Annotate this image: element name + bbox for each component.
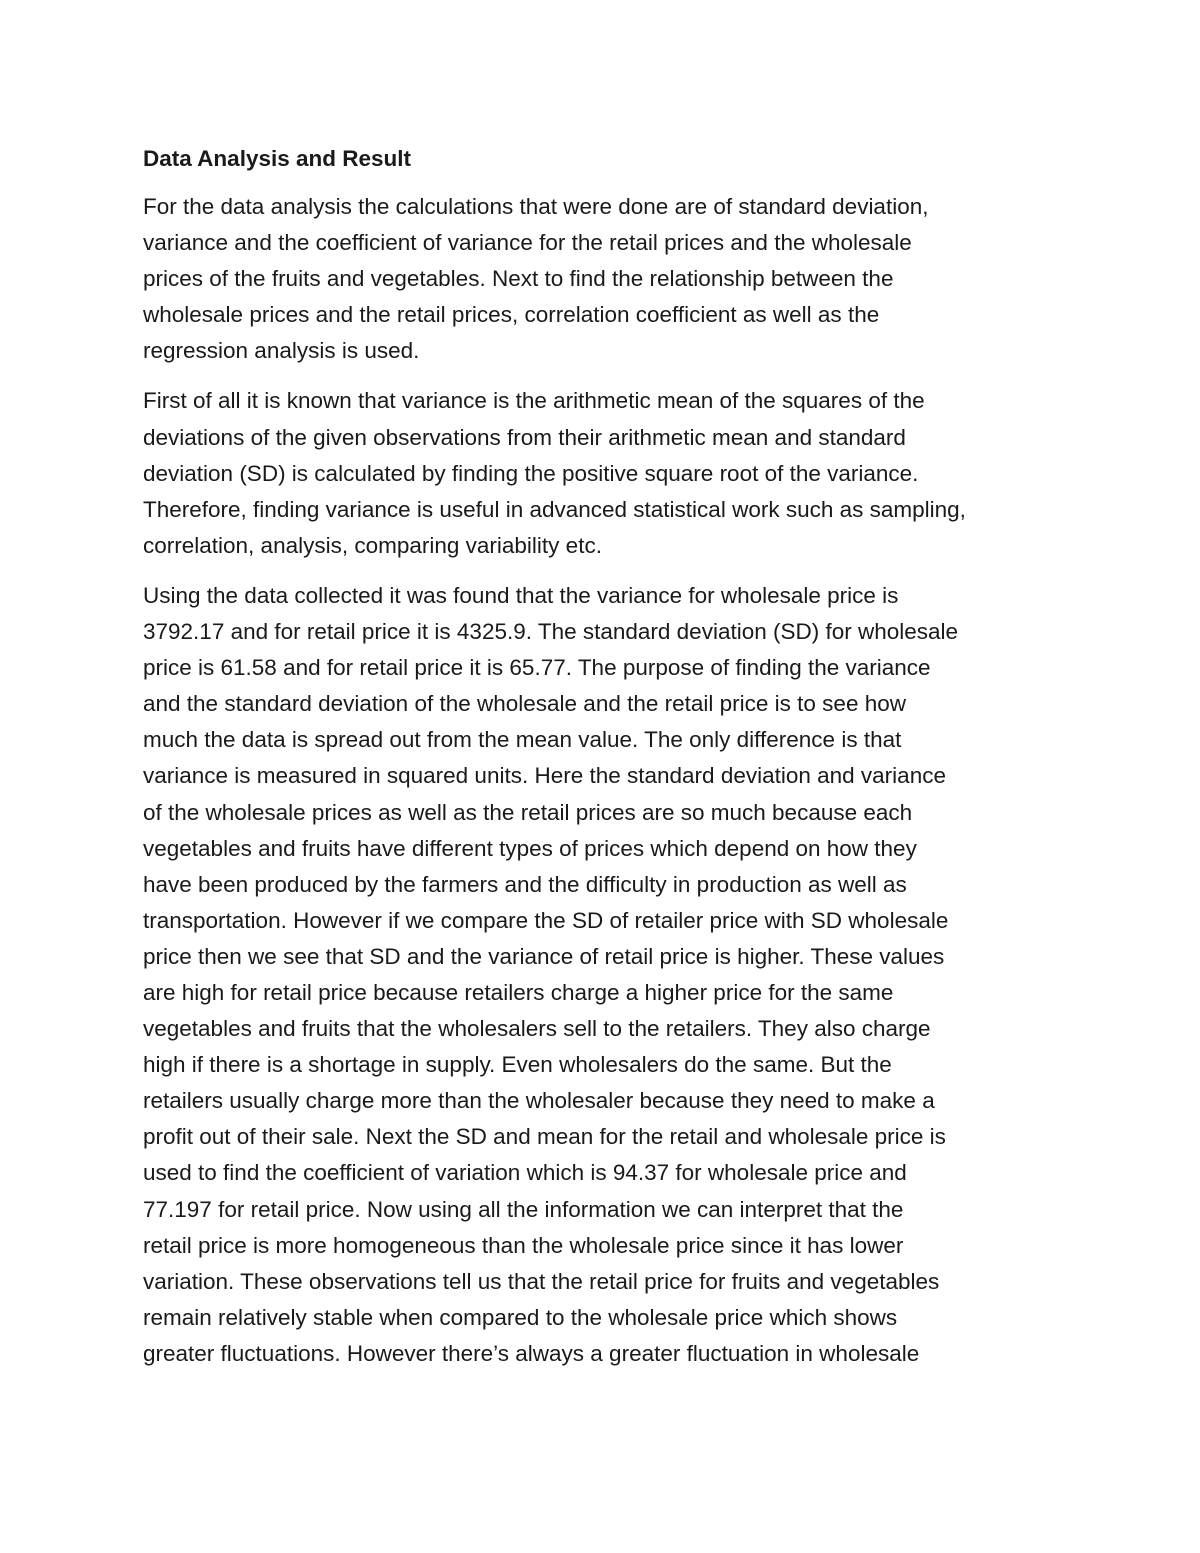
text-line: of the wholesale prices as well as the retail prices are so much because each	[143, 799, 913, 825]
text-line: have been produced by the farmers and the difficulty in production as well as	[143, 871, 907, 897]
paragraph	[143, 578, 1058, 1372]
text-line: 77.197 for retail price. Now using all the information we can interpret that the	[143, 1196, 904, 1222]
text-line: Using the data collected it was found that the variance for wholesale price is	[143, 582, 899, 608]
text-line: transportation. However if we compare the SD of retailer price with SD wholesale	[143, 907, 949, 933]
paragraph-container	[143, 189, 1058, 1372]
text-line: variance and the coefficient of variance for the retail prices and the wholesale	[143, 230, 912, 256]
text-line: deviations of the given observations from their arithmetic mean and standard	[143, 424, 906, 450]
text-line: deviation (SD) is calculated by finding the positive square root of the variance.	[143, 460, 919, 486]
text-line: vegetables and fruits have different types of prices which depend on how they	[143, 835, 917, 861]
text-line: For the data analysis the calculations that were done are of standard deviation,	[143, 194, 929, 219]
text-line: much the data is spread out from the mean value. The only difference is that	[143, 727, 902, 753]
text-line: retailers usually charge more than the wholesaler because they need to make a	[143, 1088, 935, 1114]
text-line: and the standard deviation of the wholesale and the retail price is to see how	[143, 691, 906, 717]
text-line: are high for retail price because retailers charge a higher price for the same	[143, 979, 894, 1005]
text-line: greater fluctuations. However there’s always a greater fluctuation in wholesale	[143, 1340, 920, 1366]
text-line: used to find the coefficient of variation which is 94.37 for wholesale price and	[143, 1160, 907, 1186]
text-line: remain relatively stable when compared to the wholesale price which shows	[143, 1304, 898, 1330]
text-line: price then we see that SD and the variance of retail price is higher. These values	[143, 943, 945, 969]
section-heading: Data Analysis and Result	[143, 146, 412, 171]
document-body	[143, 141, 1058, 1386]
text-line: First of all it is known that variance is the arithmetic mean of the squares of the	[143, 388, 925, 414]
text-line: 3792.17 and for retail price it is 4325.9. The standard deviation (SD) for wholesale	[143, 619, 959, 645]
text-line: variation. These observations tell us that the retail price for fruits and vegetables	[143, 1268, 940, 1294]
text-line: vegetables and fruits that the wholesalers sell to the retailers. They also charge	[143, 1016, 931, 1042]
text-line: wholesale prices and the retail prices, correlation coefficient as well as the	[143, 302, 880, 328]
text-line: regression analysis is used.	[143, 338, 420, 364]
paragraph	[143, 189, 1058, 369]
text-line: price is 61.58 and for retail price it is 65.77. The purpose of finding the variance	[143, 655, 931, 681]
text-line: high if there is a shortage in supply. Even wholesalers do the same. But the	[143, 1052, 892, 1078]
text-line: Therefore, finding variance is useful in advanced statistical work such as sampling,	[143, 496, 966, 522]
text-line: correlation, analysis, comparing variability etc.	[143, 532, 602, 558]
text-line: prices of the fruits and vegetables. Next to find the relationship between the	[143, 266, 894, 292]
paragraph	[143, 383, 1058, 563]
text-line: retail price is more homogeneous than the wholesale price since it has lower	[143, 1232, 904, 1258]
text-line: profit out of their sale. Next the SD and mean for the retail and wholesale price is	[143, 1124, 946, 1150]
text-line: variance is measured in squared units. Here the standard deviation and variance	[143, 763, 946, 789]
